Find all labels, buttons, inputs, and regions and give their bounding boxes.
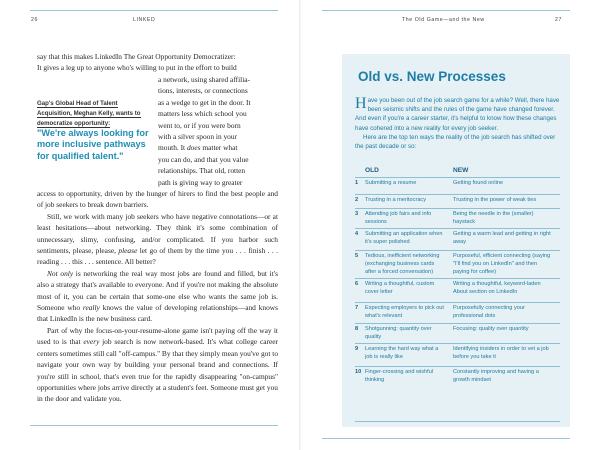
text-run: matter what [200, 143, 238, 153]
table-row [355, 278, 560, 303]
new-process-cell: Being the needle in the (smaller) haystack [453, 211, 534, 225]
running-head-right: The Old Game—and the New [402, 17, 485, 23]
text-line: you can do, and that you value [158, 154, 249, 164]
row-number: 8 [355, 326, 359, 332]
new-process-cell: Focusing: quality over quantity [453, 326, 529, 332]
table-row [355, 302, 560, 324]
new-process-cell: Writing a thoughtful, keyword-laden About section on LinkedIn [453, 281, 541, 295]
paragraph-2 [37, 211, 278, 268]
text-line: It gives a leg up to anyone who's willing to put in the effort to build [37, 63, 237, 73]
drop-cap: H [355, 95, 367, 112]
text-run: let go of them by the time you . . . finish . . . reading . . . this . . . sentence. All better? [37, 246, 278, 267]
paragraph-4 [37, 325, 278, 405]
top-rule-right [322, 10, 570, 11]
new-process-cell: Trusting in the power of weak ties [453, 197, 537, 203]
paragraph-1-side-column [158, 74, 278, 188]
text-run: Still, we work with many job seekers who have negative connotations—or at least hesitations—about networking. They think it's some combination of unnecessary, slimy, confusing, and/or complicated. If you harbor such sentiments, please, please, [37, 211, 278, 256]
panel-title: Old vs. New Processes [358, 69, 506, 84]
intro-paragraph-2: Here are the top ten ways the reality of the job search has shifted over the past decade or so: [355, 133, 556, 151]
table-row [355, 177, 560, 195]
new-process-cell: Getting found online [453, 180, 504, 186]
text-line: matters less which school you [158, 109, 247, 119]
text-line: as a wedge to get in the door. It [158, 97, 251, 107]
new-process-cell: Purposefully connecting your professional dots [453, 305, 525, 319]
column-header-new: NEW [453, 167, 469, 174]
text-line: a network, using shared affilia- [158, 75, 251, 84]
table-row [355, 323, 560, 344]
table-row [355, 194, 560, 209]
text-line [158, 142, 278, 153]
paragraph-3 [37, 268, 278, 325]
table-row [355, 228, 560, 251]
row-number: 4 [355, 231, 359, 237]
new-process-cell: Constantly improving and having a growth mindset [453, 369, 539, 383]
running-head-left: LINKED [133, 17, 156, 23]
text-run: mouth. It [158, 143, 187, 153]
top-rule-left [30, 10, 278, 11]
text-line: went to, or if you were born [158, 120, 241, 130]
body-text-main [37, 188, 278, 405]
italic-text: does [186, 143, 201, 153]
old-process-cell: Submitting a resume [365, 180, 417, 186]
text-line: path is giving way to greater [158, 177, 243, 187]
text-line: say that this makes LinkedIn The Great Opportunity Democratizer: [37, 52, 236, 61]
text-line: with a silver spoon in your [158, 132, 238, 142]
panel-intro [355, 96, 560, 151]
old-process-cell: Finger-crossing and wishful thinking [365, 369, 434, 383]
italic-text: please [118, 246, 138, 256]
new-process-cell: Purposeful, efficient connecting (saying "I'll find you on LinkedIn" and then paying for coffee) [453, 253, 551, 275]
column-header-old: OLD [365, 167, 379, 174]
text-line: relationships. That old, rotten [158, 166, 246, 176]
text-run: Part of why the focus-on-your-resume-alone game isn't paying off the way it used to is that [37, 325, 278, 347]
bottom-rule-left [30, 425, 278, 426]
row-number: 3 [355, 211, 359, 217]
table-bottom-rule [355, 421, 560, 422]
new-process-cell: Getting a warm lead and getting in right away [453, 231, 551, 245]
old-process-cell: Writing a thoughtful, custom cover letter [365, 281, 435, 295]
text-run: knows the value of developing relationships—and knows that LinkedIn is the new business card. [37, 303, 278, 324]
row-number: 1 [355, 180, 359, 186]
row-number: 5 [355, 253, 359, 259]
row-number: 7 [355, 305, 359, 311]
table-row [355, 250, 560, 279]
paragraph-1-top [37, 51, 277, 74]
page-number-left: 26 [31, 17, 38, 23]
text-run: job search is now network-based. It's what college career centers sometimes still call "off-campus." By that they simply mean you've got to navigate your own way by building your personal brand and connections. If you're still in school, that's even true for the rapidly disappearing "on-campus" opportunities where jobs arrive directly at a student's feet. Someone must get you in the door and validate you. [37, 337, 279, 404]
italic-text: really [82, 303, 100, 313]
old-process-cell: Shotgunning: quantity over quality [365, 326, 432, 340]
bottom-rule-right [322, 438, 570, 439]
old-process-cell: Submitting an application when it's super polished [365, 231, 443, 245]
row-number: 9 [355, 346, 359, 352]
table-row [355, 208, 560, 229]
intro-paragraph-1 [355, 96, 560, 133]
italic-text: Not only [47, 268, 74, 278]
old-process-cell: Tedious, inefficient networking (exchanging business cards after a forced conversation) [365, 253, 440, 275]
book-gutter [299, 0, 301, 450]
row-number: 10 [355, 369, 362, 375]
page-number-right: 27 [555, 17, 562, 23]
pull-quote-attribution-text: Gap's Global Head of Talent Acquisition, Meghan Kelly, wants to democratize opportunity: [37, 100, 141, 127]
table-row [355, 343, 560, 367]
paragraph-1-continued: access to opportunity, driven by the hunger of hirers to find the best people and of job seekers to break down barriers. [37, 189, 278, 210]
text-line: tions, interests, or connections [158, 86, 248, 96]
intro-text: ave you been out of the job search game for a while? Well, there have been seismic shifts and the rules of the game have changed forever. And even if you're a career starter, it's helpful to know how these changes have cohered into a new reality for every job seeker. [355, 97, 560, 132]
text-run: is networking the real way most jobs are found and filled, but it's also a strategy that's available to everyone. And if you're not making the absolute most of it, you can be certain that some-one else who wants the same job is. Someone who [37, 268, 278, 313]
italic-text: every [83, 337, 100, 347]
old-process-cell: Learning the hard way what a job is really like [365, 346, 439, 360]
old-process-cell: Expecting employers to pick out what's relevant [365, 305, 444, 319]
pull-quote-attribution [37, 99, 143, 129]
table-row [355, 366, 560, 391]
row-number: 2 [355, 197, 359, 203]
new-process-cell: Identifying insiders in order to vet a job before you take it [453, 346, 549, 360]
old-process-cell: Attending job fairs and info sessions [365, 211, 432, 225]
pull-quote: "We're always looking for more inclusive pathways for qualified talent." [37, 128, 149, 161]
row-number: 6 [355, 281, 359, 287]
old-process-cell: Trusting in a meritocracy [365, 197, 427, 203]
